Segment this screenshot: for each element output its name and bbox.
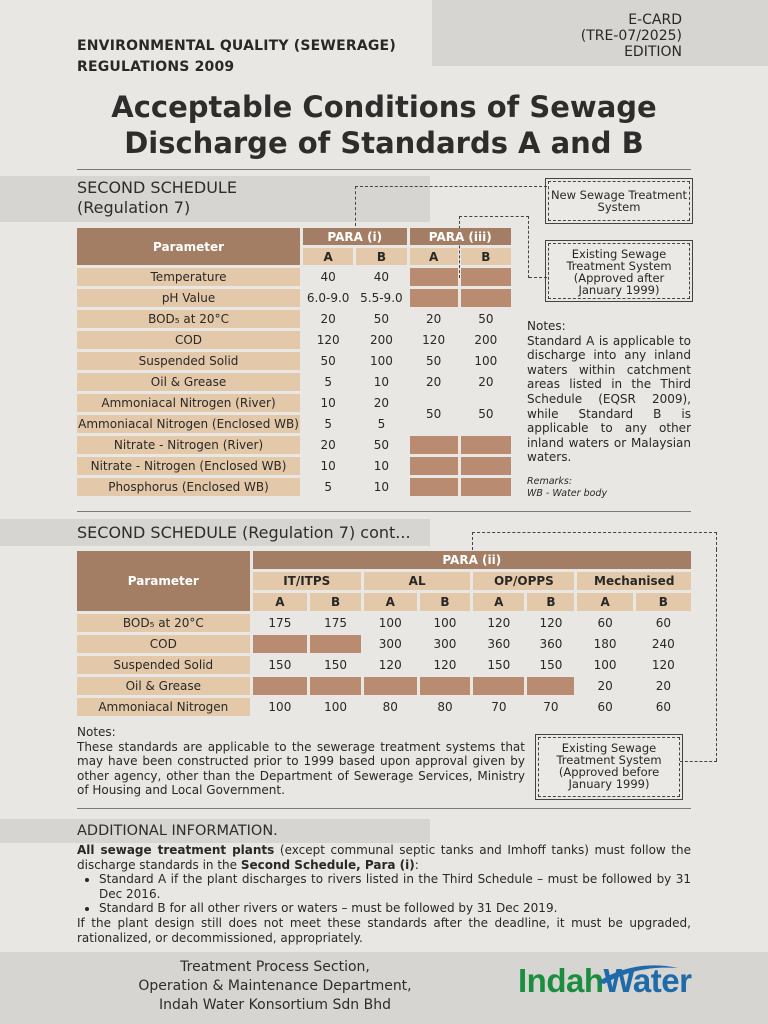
cell-not-applicable bbox=[473, 677, 524, 695]
row-label: Ammoniacal Nitrogen bbox=[77, 698, 250, 716]
existing-after-1999-callout bbox=[548, 243, 690, 299]
ecard-edition-code: (TRE-07/2025) bbox=[580, 28, 682, 44]
cell-not-applicable bbox=[310, 677, 361, 695]
cell-value: 5 bbox=[303, 373, 353, 391]
cell-not-applicable bbox=[253, 677, 308, 695]
cell-not-applicable bbox=[410, 436, 458, 454]
bullet-item: • Standard B for all other rivers or waters – must be followed by 31 Dec 2019. bbox=[99, 901, 691, 916]
section-title: ADDITIONAL INFORMATION. bbox=[77, 823, 278, 839]
cell-not-applicable bbox=[410, 457, 458, 475]
schedule2-notes bbox=[77, 725, 525, 798]
cell-value: 120 bbox=[364, 656, 417, 674]
row-label: Suspended Solid bbox=[77, 352, 300, 370]
header-standard-b: B bbox=[461, 248, 511, 265]
cell-value: 70 bbox=[473, 698, 524, 716]
row-label: COD bbox=[77, 635, 250, 653]
remarks-heading: Remarks: bbox=[527, 476, 573, 487]
section-title-line: SECOND SCHEDULE bbox=[77, 178, 237, 197]
ecard-label bbox=[432, 12, 682, 60]
cell-value: 150 bbox=[310, 656, 361, 674]
standards-table bbox=[74, 225, 514, 499]
header-parameter: Parameter bbox=[77, 551, 250, 611]
cell-value: 360 bbox=[527, 635, 574, 653]
row-label: Nitrate - Nitrogen (Enclosed WB) bbox=[77, 457, 300, 475]
row-label: BOD₅ at 20°C bbox=[77, 310, 300, 328]
cell-not-applicable bbox=[420, 677, 471, 695]
header-standard-b: B bbox=[356, 248, 406, 265]
cell-value: 200 bbox=[356, 331, 406, 349]
logo-swoosh-icon bbox=[596, 962, 680, 984]
cell-value: 180 bbox=[577, 635, 632, 653]
footer-line: Treatment Process Section, bbox=[180, 959, 370, 975]
cell-value: 120 bbox=[410, 331, 458, 349]
header-standard-a: A bbox=[577, 593, 632, 611]
cell-not-applicable bbox=[461, 478, 511, 496]
cell-value: 300 bbox=[420, 635, 471, 653]
new-system-callout bbox=[548, 181, 690, 221]
cell-value: 100 bbox=[420, 614, 471, 632]
cell-value: 40 bbox=[303, 268, 353, 286]
additional-info-text bbox=[77, 843, 691, 945]
callout-text: New Sewage Treatment System bbox=[550, 188, 688, 214]
row-label: Oil & Grease bbox=[77, 677, 250, 695]
header-parameter: Parameter bbox=[77, 228, 300, 265]
row-label: Ammoniacal Nitrogen (River) bbox=[77, 394, 300, 412]
cell-not-applicable bbox=[461, 436, 511, 454]
header-standard-b: B bbox=[310, 593, 361, 611]
header-group: AL bbox=[364, 572, 470, 590]
cell-value: 120 bbox=[527, 614, 574, 632]
cell-value: 20 bbox=[410, 373, 458, 391]
cell-value: 60 bbox=[636, 698, 691, 716]
section-title bbox=[77, 178, 237, 218]
ecard-line: E-CARD bbox=[628, 12, 682, 28]
page-title-line: Discharge of Standards A and B bbox=[124, 126, 644, 160]
callout-text: Existing Sewage Treatment System (Approved before January 1999) bbox=[556, 741, 662, 791]
cell-value: 100 bbox=[364, 614, 417, 632]
footer-address bbox=[100, 958, 450, 1015]
cell-not-applicable bbox=[527, 677, 574, 695]
row-label: Oil & Grease bbox=[77, 373, 300, 391]
header-standard-a: A bbox=[473, 593, 524, 611]
page-title-line: Acceptable Conditions of Sewage bbox=[111, 90, 657, 124]
cell-value: 175 bbox=[253, 614, 308, 632]
cell-value: 20 bbox=[577, 677, 632, 695]
cell-value: 10 bbox=[356, 457, 406, 475]
cell-value: 20 bbox=[636, 677, 691, 695]
notes-heading: Notes: bbox=[77, 725, 116, 739]
bullet-list bbox=[77, 872, 691, 916]
paragraph-text: (except communal septic tanks and Imhoff tanks) must follow the discharge standards in the bbox=[77, 843, 691, 872]
cell-value: 50 bbox=[410, 394, 458, 433]
row-label: Nitrate - Nitrogen (River) bbox=[77, 436, 300, 454]
cell-not-applicable bbox=[310, 635, 361, 653]
cell-value: 40 bbox=[356, 268, 406, 286]
logo-text: Indah bbox=[518, 962, 604, 999]
row-label: BOD₅ at 20°C bbox=[77, 614, 250, 632]
cell-not-applicable bbox=[461, 457, 511, 475]
cell-value: 80 bbox=[364, 698, 417, 716]
header-standard-a: A bbox=[364, 593, 417, 611]
additional-paragraph bbox=[77, 843, 691, 872]
footer-line: Indah Water Konsortium Sdn Bhd bbox=[159, 997, 391, 1013]
cell-value: 240 bbox=[636, 635, 691, 653]
cell-value: 60 bbox=[577, 614, 632, 632]
cell-value: 20 bbox=[303, 436, 353, 454]
cell-value: 360 bbox=[473, 635, 524, 653]
cell-value: 50 bbox=[303, 352, 353, 370]
cell-value: 120 bbox=[420, 656, 471, 674]
connector-line bbox=[529, 277, 547, 278]
cell-value: 5 bbox=[303, 415, 353, 433]
row-label: pH Value bbox=[77, 289, 300, 307]
cell-not-applicable bbox=[410, 289, 458, 307]
cell-not-applicable bbox=[364, 677, 417, 695]
cell-not-applicable bbox=[410, 268, 458, 286]
cell-value: 150 bbox=[253, 656, 308, 674]
cell-value: 20 bbox=[461, 373, 511, 391]
cell-value: 20 bbox=[410, 310, 458, 328]
cell-value: 80 bbox=[420, 698, 471, 716]
row-label: Suspended Solid bbox=[77, 656, 250, 674]
cell-value: 20 bbox=[303, 310, 353, 328]
header-standard-a: A bbox=[303, 248, 353, 265]
cell-value: 100 bbox=[577, 656, 632, 674]
cell-value: 5 bbox=[356, 415, 406, 433]
cell-value: 100 bbox=[310, 698, 361, 716]
cell-value: 150 bbox=[473, 656, 524, 674]
cell-value: 50 bbox=[461, 310, 511, 328]
schedule1-notes bbox=[527, 319, 691, 465]
cell-value: 70 bbox=[527, 698, 574, 716]
row-label: Temperature bbox=[77, 268, 300, 286]
header-standard-b: B bbox=[420, 593, 471, 611]
section-title-line: (Regulation 7) bbox=[77, 198, 191, 217]
bold-text: Second Schedule, Para (i) bbox=[240, 857, 415, 872]
header-standard-a: A bbox=[253, 593, 308, 611]
header-para-ii: PARA (ii) bbox=[253, 551, 691, 569]
header-group: OP/OPPS bbox=[473, 572, 574, 590]
notes-heading: Notes: bbox=[527, 319, 566, 333]
cell-value: 5.5-9.0 bbox=[356, 289, 406, 307]
bullet-item: • Standard A if the plant discharges to rivers listed in the Third Schedule – must be followed by 31 Dec 2016. bbox=[99, 872, 691, 901]
header-group: Mechanised bbox=[577, 572, 691, 590]
cell-value: 175 bbox=[310, 614, 361, 632]
cell-value: 50 bbox=[461, 394, 511, 433]
remarks-text: WB - Water body bbox=[527, 488, 608, 499]
header-para-iii: PARA (iii) bbox=[410, 228, 511, 245]
cell-value: 50 bbox=[356, 310, 406, 328]
cell-value: 60 bbox=[577, 698, 632, 716]
row-label: COD bbox=[77, 331, 300, 349]
connector-line bbox=[680, 761, 717, 762]
cell-value: 6.0-9.0 bbox=[303, 289, 353, 307]
cell-value: 120 bbox=[473, 614, 524, 632]
row-label: Ammoniacal Nitrogen (Enclosed WB) bbox=[78, 417, 299, 431]
cell-not-applicable bbox=[461, 289, 511, 307]
cell-value: 50 bbox=[356, 436, 406, 454]
additional-paragraph: If the plant design still does not meet these standards after the deadline, it must be upgraded, rationalized, or decommissioned, appropriately. bbox=[77, 915, 691, 945]
divider bbox=[77, 808, 691, 809]
cell-not-applicable bbox=[253, 635, 308, 653]
header-standard-a: A bbox=[410, 248, 458, 265]
section-title: SECOND SCHEDULE (Regulation 7) cont... bbox=[77, 523, 411, 542]
callout-text: Existing Sewage Treatment System (Approved after January 1999) bbox=[566, 247, 672, 297]
cell-value: 10 bbox=[303, 457, 353, 475]
regulation-title-line: REGULATIONS 2009 bbox=[77, 59, 235, 75]
cell-value: 10 bbox=[356, 478, 406, 496]
cell-value: 120 bbox=[303, 331, 353, 349]
cell-value: 50 bbox=[410, 352, 458, 370]
row-label: Phosphorus (Enclosed WB) bbox=[77, 478, 300, 496]
header-standard-b: B bbox=[636, 593, 691, 611]
cell-value: 60 bbox=[636, 614, 691, 632]
cell-value: 300 bbox=[364, 635, 417, 653]
para-ii-table bbox=[74, 548, 694, 719]
notes-text: Standard A is applicable to discharge into any inland waters within catchment areas listed in the Third Schedule (EQSR 2009), while Standard B is applicable to any other inland waters or Malaysian waters. bbox=[527, 333, 691, 465]
cell-value: 120 bbox=[636, 656, 691, 674]
regulation-title-line: ENVIRONMENTAL QUALITY (SEWERAGE) bbox=[77, 38, 396, 54]
cell-value: 100 bbox=[253, 698, 308, 716]
page-title bbox=[0, 89, 768, 161]
remarks bbox=[527, 476, 691, 500]
logo-text: Water bbox=[603, 962, 692, 999]
header-standard-b: B bbox=[527, 593, 574, 611]
paragraph-text: : bbox=[414, 857, 419, 872]
cell-value: 200 bbox=[461, 331, 511, 349]
bold-text: All sewage treatment plants bbox=[77, 843, 275, 857]
cell-value: 5 bbox=[303, 478, 353, 496]
cell-not-applicable bbox=[461, 268, 511, 286]
existing-before-1999-callout bbox=[538, 737, 680, 797]
connector-line bbox=[716, 549, 717, 761]
cell-value: 10 bbox=[356, 373, 406, 391]
footer-line: Operation & Maintenance Department, bbox=[138, 978, 412, 994]
regulation-title bbox=[77, 36, 396, 78]
divider bbox=[77, 169, 691, 170]
ecard-line: EDITION bbox=[624, 44, 682, 60]
cell-value: 100 bbox=[356, 352, 406, 370]
notes-text: These standards are applicable to the sewerage treatment systems that may have been constructed prior to 1999 based upon approval given by other agency, other than the Department of Sewerage Services, Ministry of Housing and Local Government. bbox=[77, 739, 525, 798]
header-group: IT/ITPS bbox=[253, 572, 361, 590]
cell-value: 20 bbox=[356, 394, 406, 412]
cell-not-applicable bbox=[410, 478, 458, 496]
cell-value: 10 bbox=[303, 394, 353, 412]
cell-value: 150 bbox=[527, 656, 574, 674]
divider bbox=[77, 511, 691, 512]
cell-value: 100 bbox=[461, 352, 511, 370]
header-para-i: PARA (i) bbox=[303, 228, 406, 245]
